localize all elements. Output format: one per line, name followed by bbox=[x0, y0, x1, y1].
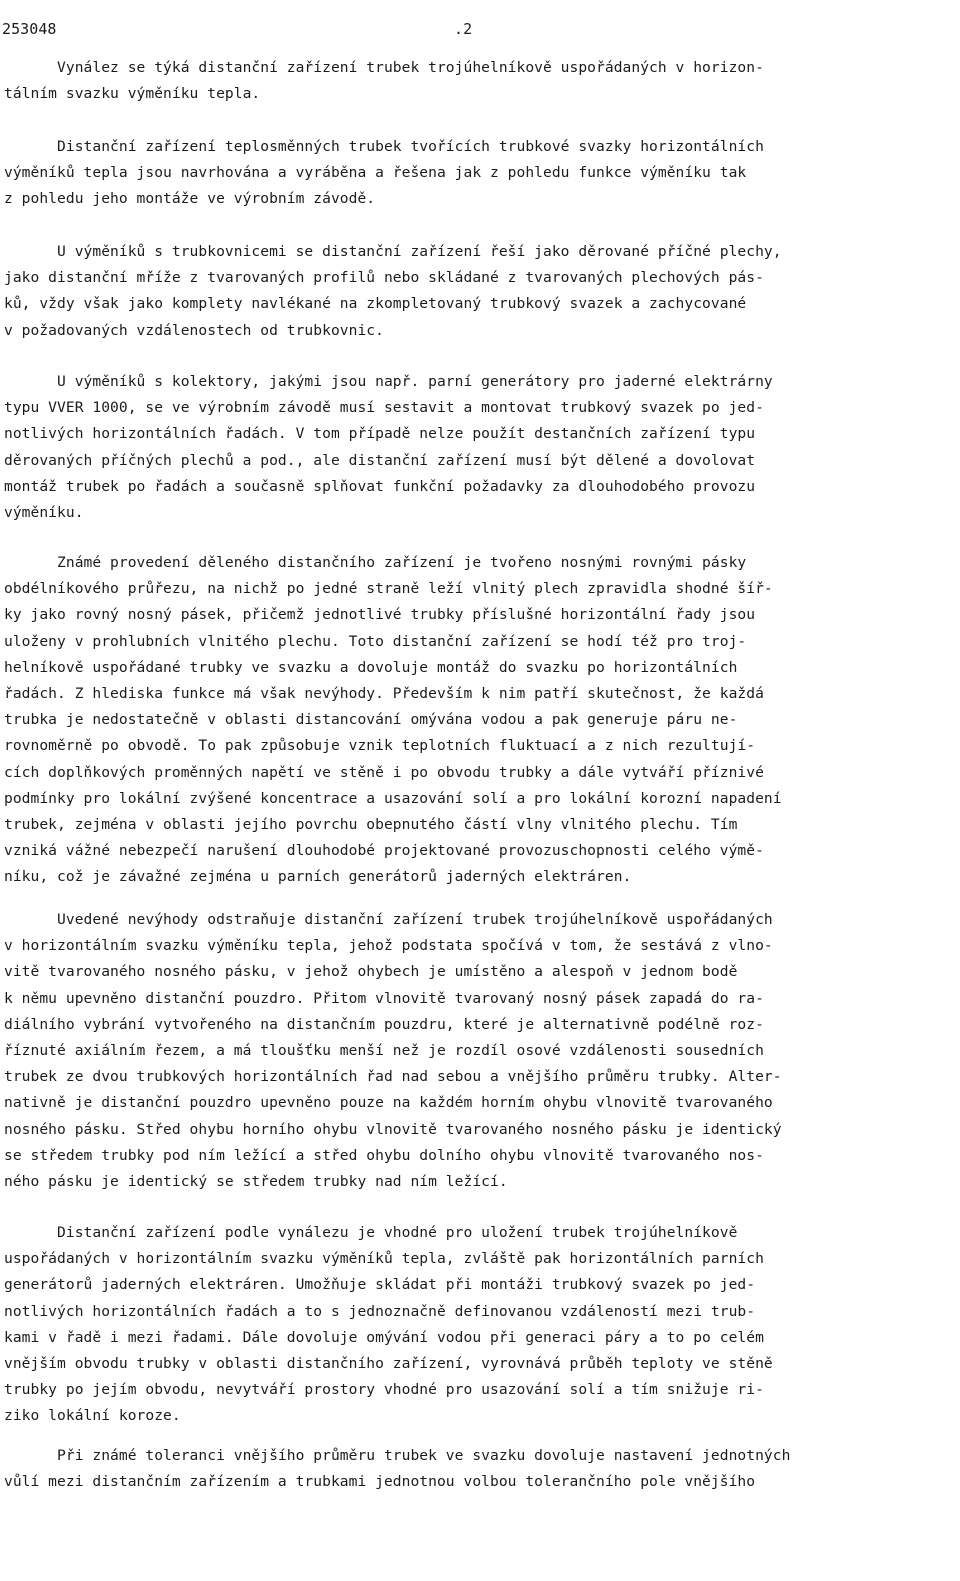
text-line: Známé provedení děleného distančního zařízení je tvořeno nosnými rovnými pásky bbox=[4, 554, 747, 571]
text-line: uloženy v prohlubních vlnitého plechu. Toto distanční zařízení se hodí též pro troj- bbox=[4, 632, 747, 650]
text-line: v požadovaných vzdálenostech od trubkovnic. bbox=[4, 321, 384, 339]
text-line: helníkově uspořádané trubky ve svazku a dovoluje montáž do svazku po horizontálních bbox=[4, 658, 738, 676]
text-line: z pohledu jeho montáže ve výrobním závodě. bbox=[4, 190, 376, 208]
text-line: ky jako rovný nosný pásek, přičemž jednotlivé trubky příslušné horizontální řady jsou bbox=[4, 606, 756, 624]
paragraph bbox=[4, 369, 954, 526]
text-line: Při známé toleranci vnějšího průměru trubek ve svazku dovoluje nastavení jednotných bbox=[4, 1447, 791, 1464]
text-line: se středem trubky pod ním ležící a střed ohybu dolního ohybu vlnovitě tvarovaného nos- bbox=[4, 1146, 764, 1164]
paragraph bbox=[4, 55, 954, 107]
text-line: rovnoměrně po obvodě. To pak způsobuje vznik teplotních fluktuací a z nich rezultují- bbox=[4, 737, 756, 755]
text-line: notlivých horizontálních řadách a to s jednoznačně definovanou vzdáleností mezi trub- bbox=[4, 1302, 756, 1320]
text-line: diálního vybrání vytvořeného na distančním pouzdru, které je alternativně podélně roz- bbox=[4, 1015, 764, 1033]
text-line: notlivých horizontálních řadách. V tom případě nelze použít destančních zařízení typu bbox=[4, 425, 756, 443]
text-line: děrovaných příčných plechů a pod., ale distanční zařízení musí být dělené a dovolovat bbox=[4, 451, 756, 469]
text-line: v horizontálním svazku výměníku tepla, jehož podstata spočívá v tom, že sestává z vlno- bbox=[4, 937, 773, 955]
text-line: trubka je nedostatečně v oblasti distancování omývána vodou a pak generuje páru ne- bbox=[4, 711, 738, 729]
text-line: vitě tvarovaného nosného pásku, v jehož ohybech je umístěno a alespoň v jednom bodě bbox=[4, 963, 738, 981]
text-line: cích doplňkových proměnných napětí ve stěně i po obvodu trubky a dále vytváří příznivé bbox=[4, 763, 764, 781]
text-line: trubek ze dvou trubkových horizontálních řad nad sebou a vnějšího průměru trubky. Alter- bbox=[4, 1068, 782, 1086]
text-line: k němu upevněno distanční pouzdro. Přitom vlnovitě tvarovaný nosný pásek zapadá do ra- bbox=[4, 989, 764, 1007]
text-line: generátorů jaderných elektráren. Umožňuje skládat při montáži trubkový svazek po jed- bbox=[4, 1276, 756, 1294]
page-number: .2 bbox=[454, 20, 473, 38]
text-line: říznuté axiálním řezem, a má tloušťku menší než je rozdíl osové vzdálenosti sousedních bbox=[4, 1041, 764, 1059]
text-line: Vynález se týká distanční zařízení trubek trojúhelníkově uspořádaných v horizon- bbox=[4, 59, 764, 76]
text-line: vzniká vážné nebezpečí narušení dlouhodobé projektované provozuschopnosti celého výmě- bbox=[4, 842, 764, 860]
text-line: ků, vždy však jako komplety navlékané na zkompletovaný trubkový svazek a zachycované bbox=[4, 295, 747, 313]
text-line: obdélníkového průřezu, na nichž po jedné straně leží vlnitý plech zpravidla shodné šíř- bbox=[4, 580, 773, 598]
paragraph bbox=[4, 1220, 954, 1430]
text-line: vnějším obvodu trubky v oblasti distančního zařízení, vyrovnává průběh teploty ve stěně bbox=[4, 1354, 773, 1372]
text-line: trubek, zejména v oblasti jejího povrchu obepnutého částí vlny vlnitého plechu. Tím bbox=[4, 815, 738, 833]
text-line: U výměníků s trubkovnicemi se distanční zařízení řeší jako děrované příčné plechy, bbox=[4, 243, 782, 260]
text-line: uspořádaných v horizontálním svazku výměníků tepla, zvláště pak horizontálních parních bbox=[4, 1250, 764, 1268]
text-line: níku, což je závažné zejména u parních generátorů jaderných elektráren. bbox=[4, 868, 632, 886]
document-number: 253048 bbox=[2, 20, 57, 38]
paragraph bbox=[4, 550, 954, 890]
text-line: ziko lokální koroze. bbox=[4, 1407, 181, 1425]
paragraph bbox=[4, 134, 954, 213]
text-line: ného pásku je identický se středem trubky nad ním ležící. bbox=[4, 1172, 508, 1190]
text-line: výměníku. bbox=[4, 503, 84, 521]
text-line: jako distanční mříže z tvarovaných profilů nebo skládané z tvarovaných plechových pás- bbox=[4, 269, 764, 287]
paragraph bbox=[4, 907, 954, 1195]
text-line: U výměníků s kolektory, jakými jsou např. parní generátory pro jaderné elektrárny bbox=[4, 373, 773, 390]
text-line: nosného pásku. Střed ohybu horního ohybu vlnovitě tvarovaného nosného pásku je identický bbox=[4, 1120, 782, 1138]
text-line: kami v řadě i mezi řadami. Dále dovoluje omývání vodou při generaci páry a to po celém bbox=[4, 1328, 764, 1346]
text-line: montáž trubek po řadách a současně splňovat funkční požadavky za dlouhodobého provozu bbox=[4, 477, 756, 495]
text-line: podmínky pro lokální zvýšené koncentrace a usazování solí a pro lokální korozní napadení bbox=[4, 789, 782, 807]
text-line: Distanční zařízení teplosměnných trubek tvořících trubkové svazky horizontálních bbox=[4, 138, 764, 155]
text-line: Uvedené nevýhody odstraňuje distanční zařízení trubek trojúhelníkově uspořádaných bbox=[4, 911, 773, 928]
text-line: vůlí mezi distančním zařízením a trubkami jednotnou volbou tolerančního pole vnějšího bbox=[4, 1473, 756, 1491]
text-line: Distanční zařízení podle vynálezu je vhodné pro uložení trubek trojúhelníkově bbox=[4, 1224, 738, 1241]
text-line: řadách. Z hlediska funkce má však nevýhody. Především k nim patří skutečnost, že každá bbox=[4, 684, 764, 702]
text-line: tálním svazku výměníku tepla. bbox=[4, 85, 261, 103]
text-line: výměníků tepla jsou navrhována a vyráběna a řešena jak z pohledu funkce výměníku tak bbox=[4, 164, 747, 182]
paragraph bbox=[4, 239, 954, 344]
text-line: typu VVER 1000, se ve výrobním závodě musí sestavit a montovat trubkový svazek po jed- bbox=[4, 399, 764, 417]
text-line: trubky po jejím obvodu, nevytváří prostory vhodné pro usazování solí a tím snižuje ri- bbox=[4, 1381, 764, 1399]
paragraph bbox=[4, 1443, 954, 1495]
text-line: nativně je distanční pouzdro upevněno pouze na každém horním ohybu vlnovitě tvarovaného bbox=[4, 1094, 773, 1112]
